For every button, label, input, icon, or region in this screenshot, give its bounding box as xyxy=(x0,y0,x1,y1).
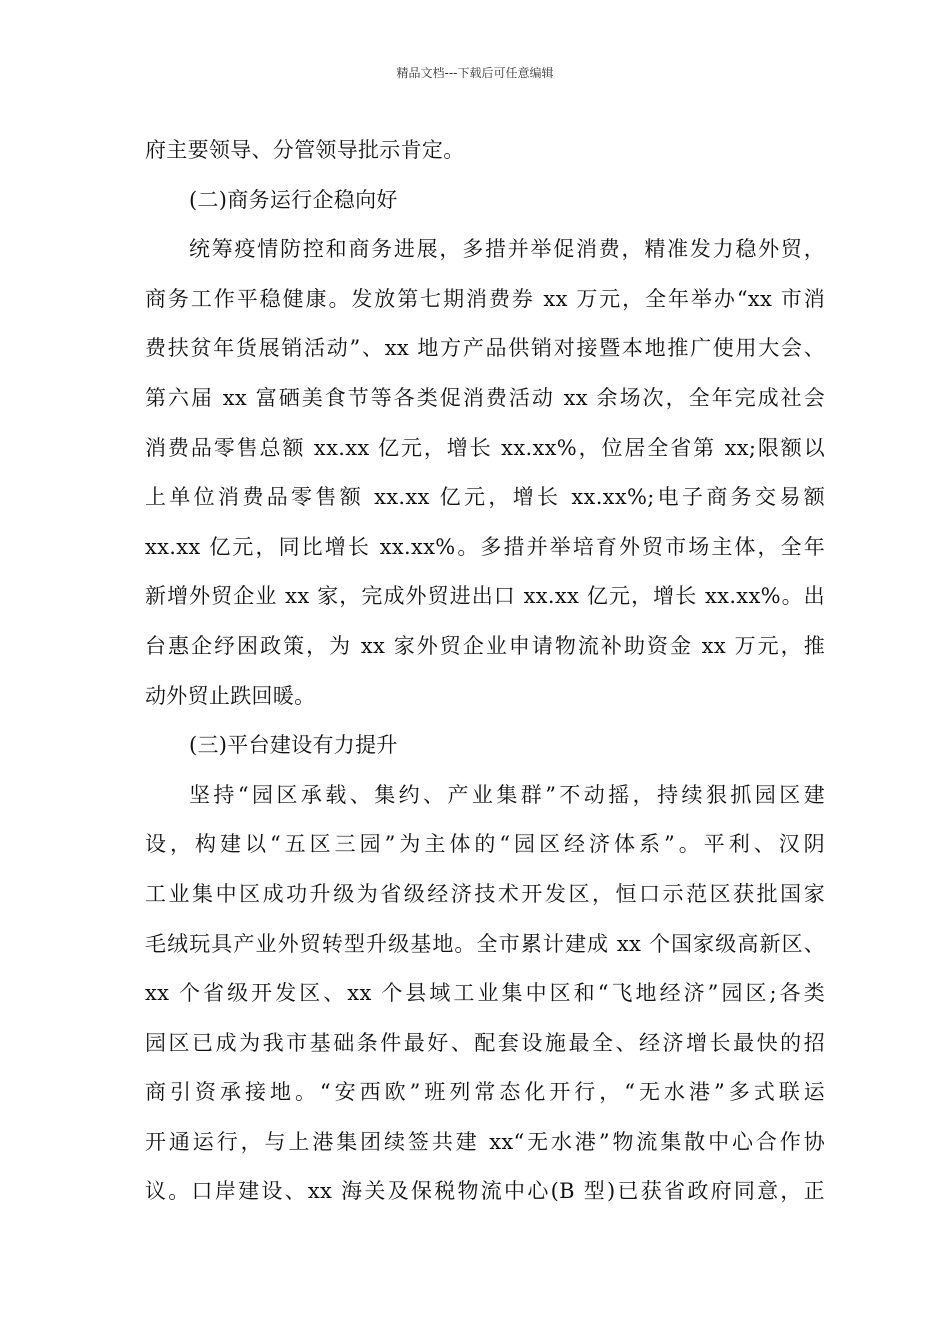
paragraph-line: 上单位消费品零售额 xx.xx 亿元，增长 xx.xx%;电子商务交易额 xyxy=(145,485,825,510)
page-header: 精品文档---下载后可任意编辑 xyxy=(396,66,554,80)
paragraph-line: 商务工作平稳健康。发放第七期消费券 xx 万元，全年举办“xx 市消 xyxy=(145,286,825,311)
section-heading: (二)商务运行企稳向好 xyxy=(189,187,398,212)
paragraph-line: 消费品零售总额 xx.xx 亿元，增长 xx.xx%，位居全省第 xx;限额以 xyxy=(145,435,825,460)
paragraph-line: xx 个省级开发区、xx 个县域工业集中区和“飞地经济”园区;各类 xyxy=(145,981,825,1006)
paragraph-line: 商引资承接地。“安西欧”班列常态化开行，“无水港”多式联运 xyxy=(145,1080,825,1105)
paragraph-line: 第六届 xx 富硒美食节等各类促消费活动 xx 余场次，全年完成社会 xyxy=(145,385,825,410)
paragraph-line: 新增外贸企业 xx 家，完成外贸进出口 xx.xx 亿元，增长 xx.xx%。出 xyxy=(145,584,825,609)
paragraph-line: xx.xx 亿元，同比增长 xx.xx%。多措并举培育外贸市场主体，全年 xyxy=(145,534,825,559)
section-heading: (三)平台建设有力提升 xyxy=(189,733,398,758)
paragraph-line: 费扶贫年货展销活动”、xx 地方产品供销对接暨本地推广使用大会、 xyxy=(145,336,825,361)
document-body xyxy=(145,126,825,1217)
paragraph-line: 台惠企纾困政策，为 xx 家外贸企业申请物流补助资金 xx 万元，推 xyxy=(145,633,825,658)
paragraph-line: 毛绒玩具产业外贸转型升级基地。全市累计建成 xx 个国家级高新区、 xyxy=(145,931,825,956)
paragraph-line: 统筹疫情防控和商务进展，多措并举促消费，精准发力稳外贸， xyxy=(189,237,825,262)
paragraph-line: 府主要领导、分管领导批示肯定。 xyxy=(145,138,465,162)
paragraph-line: 坚持“园区承载、集约、产业集群”不动摇，持续狠抓园区建 xyxy=(189,782,825,807)
paragraph-line: 动外贸止跌回暖。 xyxy=(145,683,316,708)
paragraph-line: 议。口岸建设、xx 海关及保税物流中心(B 型)已获省政府同意，正 xyxy=(145,1179,825,1204)
paragraph-line: 园区已成为我市基础条件最好、配套设施最全、经济增长最快的招 xyxy=(145,1030,825,1055)
paragraph-line: 开通运行，与上港集团续签共建 xx“无水港”物流集散中心合作协 xyxy=(145,1129,825,1154)
paragraph-line: 工业集中区成功升级为省级经济技术开发区，恒口示范区获批国家 xyxy=(145,881,825,906)
paragraph-line: 设，构建以“五区三园”为主体的“园区经济体系”。平利、汉阴 xyxy=(145,832,825,857)
